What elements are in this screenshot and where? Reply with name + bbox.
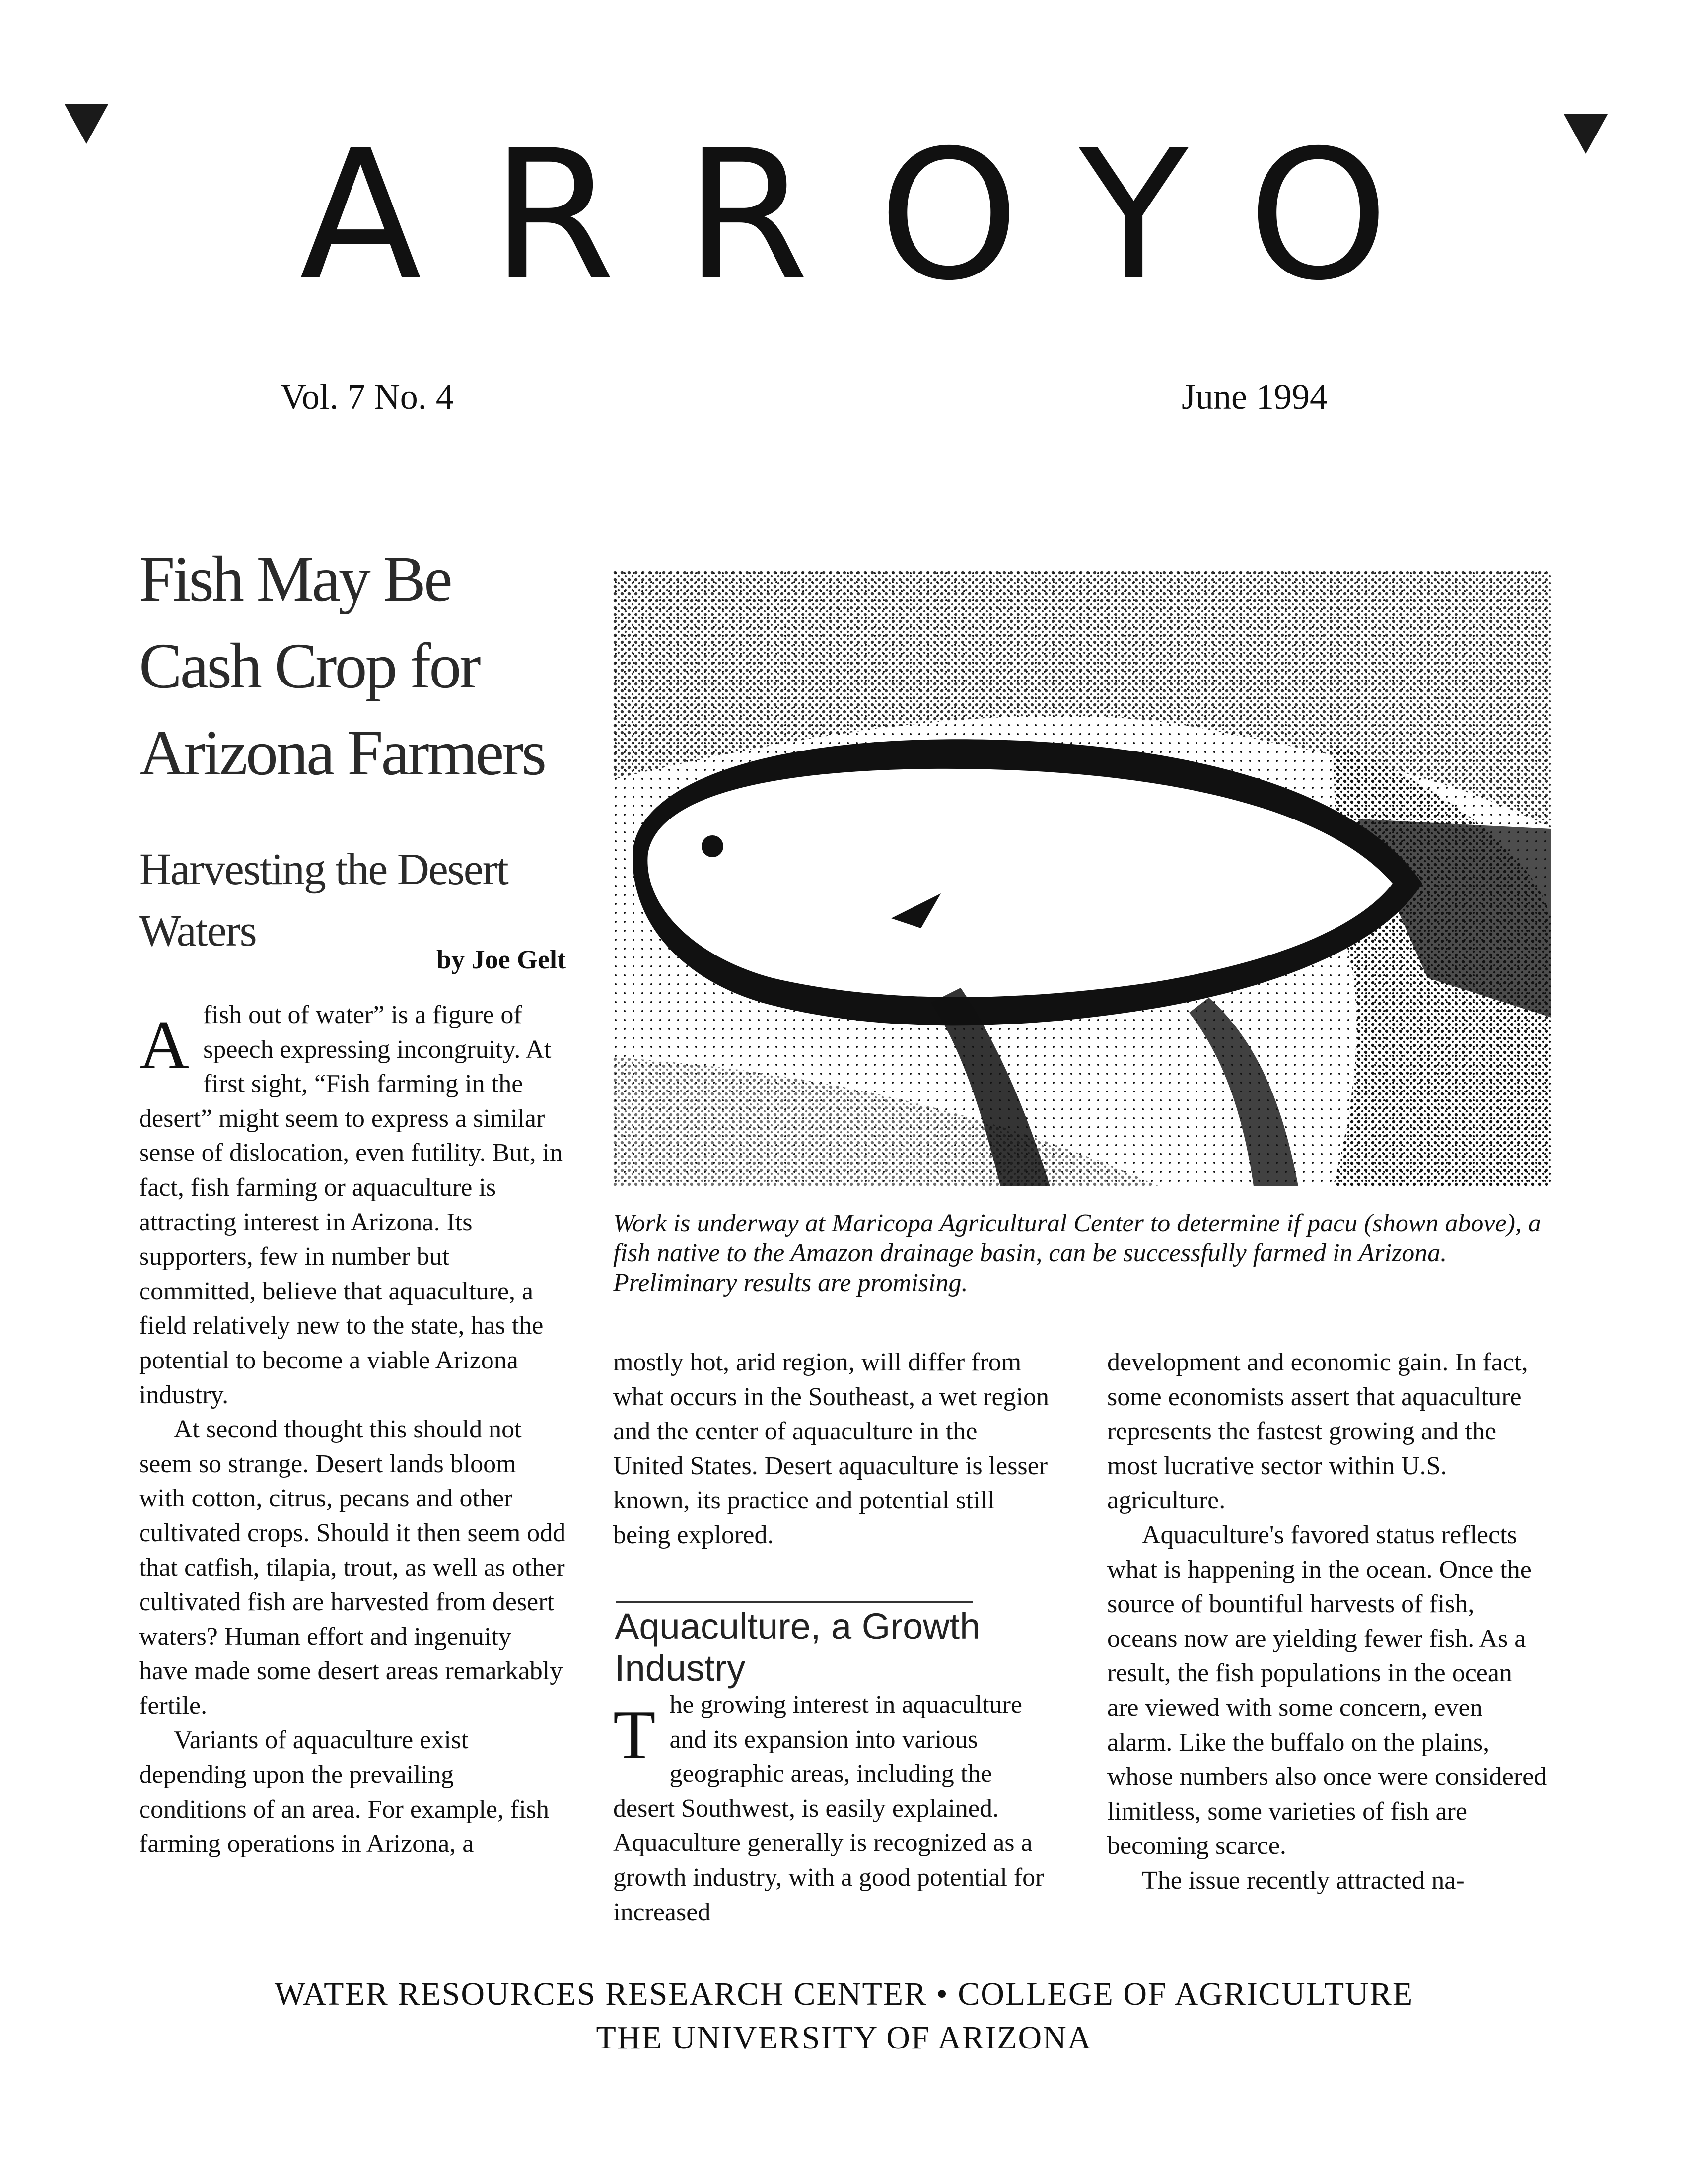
footer-organization: WATER RESOURCES RESEARCH CENTER • COLLEGE OF AGRICULTURE bbox=[274, 1976, 1414, 2012]
photo-caption: Work is underway at Maricopa Agricultural Center to determine if pacu (shown above), a fish native to the Amazon drainage basin, can be successfully farmed in Arizona. Preliminary results are promising. bbox=[613, 1209, 1541, 1297]
paragraph-3: Variants of aquaculture exist depending upon the prevailing conditions of an area. For example, fish farming operations in Arizona, a bbox=[139, 1726, 549, 1858]
article-column-3 bbox=[1107, 1345, 1549, 1898]
paragraph-4: mostly hot, arid region, will differ from what occurs in the Southeast, a wet region and the center of aquaculture in the United States. Desert aquaculture is lesser known, its practice and potential still being explored. bbox=[613, 1348, 1049, 1549]
section-heading: Aquaculture, a Growth Industry bbox=[615, 1606, 981, 1689]
drop-cap-a: A bbox=[139, 1007, 190, 1084]
drop-cap-t: T bbox=[613, 1697, 656, 1774]
article-column-2 bbox=[613, 1345, 1050, 1553]
article-byline: by Joe Gelt bbox=[436, 945, 566, 974]
paragraph-1: Afish out of water” is a figure of speech expressing incongruity. At first sight, “Fish farming in the desert” might seem to express a similar sense of dislocation, even futility. But, in fact, fish farming or aquaculture is attracting interest in Arizona. Its supporters, few in number but committed, believe that aquaculture, a field relatively new to the state, has the potential to become a viable Arizona industry. bbox=[139, 1001, 563, 1409]
section-rule bbox=[616, 1601, 973, 1603]
article-column-2-continued bbox=[613, 1688, 1050, 1929]
article-subheadline: Harvesting the Desert Waters bbox=[139, 845, 508, 956]
paragraph-5: The growing interest in aquaculture and its expansion into various geographic areas, including the desert Southwest, is easily explained. Aquaculture generally is recognized as a growth industry, with a good potential for increased bbox=[613, 1691, 1044, 1926]
paragraph-6: development and economic gain. In fact, some economists assert that aquaculture represents the fastest growing and the most lucrative sector within U.S. agriculture. bbox=[1107, 1348, 1528, 1515]
paragraph-7: Aquaculture's favored status reflects what is happening in the ocean. Once the source of bountiful harvests of fish, oceans now are yielding fewer fish. As a result, the fish populations in the ocean are viewed with some concern, even alarm. Like the buffalo on the plains, whose numbers also once were considered limitless, some varieties of fish are becoming scarce. bbox=[1107, 1520, 1547, 1860]
paragraph-8: The issue recently attracted na- bbox=[1142, 1866, 1465, 1895]
article-column-1 bbox=[139, 998, 566, 1861]
footer-university: THE UNIVERSITY OF ARIZONA bbox=[596, 2020, 1092, 2056]
article-headline: Fish May Be Cash Crop for Arizona Farmers bbox=[139, 544, 545, 789]
issue-volume: Vol. 7 No. 4 bbox=[281, 377, 454, 416]
paragraph-2: At second thought this should not seem so strange. Desert lands bloom with cotton, citrus, pecans and other cultivated crops. Should it then seem odd that catfish, tilapia, trout, as well as other cultivated fish are harvested from desert waters? Human effort and ingenuity have made some desert areas remarkably fertile. bbox=[139, 1415, 566, 1720]
issue-date: June 1994 bbox=[1182, 377, 1328, 416]
pacu-fish-photo bbox=[613, 571, 1551, 1186]
masthead-title: ARROYO bbox=[299, 112, 1458, 320]
